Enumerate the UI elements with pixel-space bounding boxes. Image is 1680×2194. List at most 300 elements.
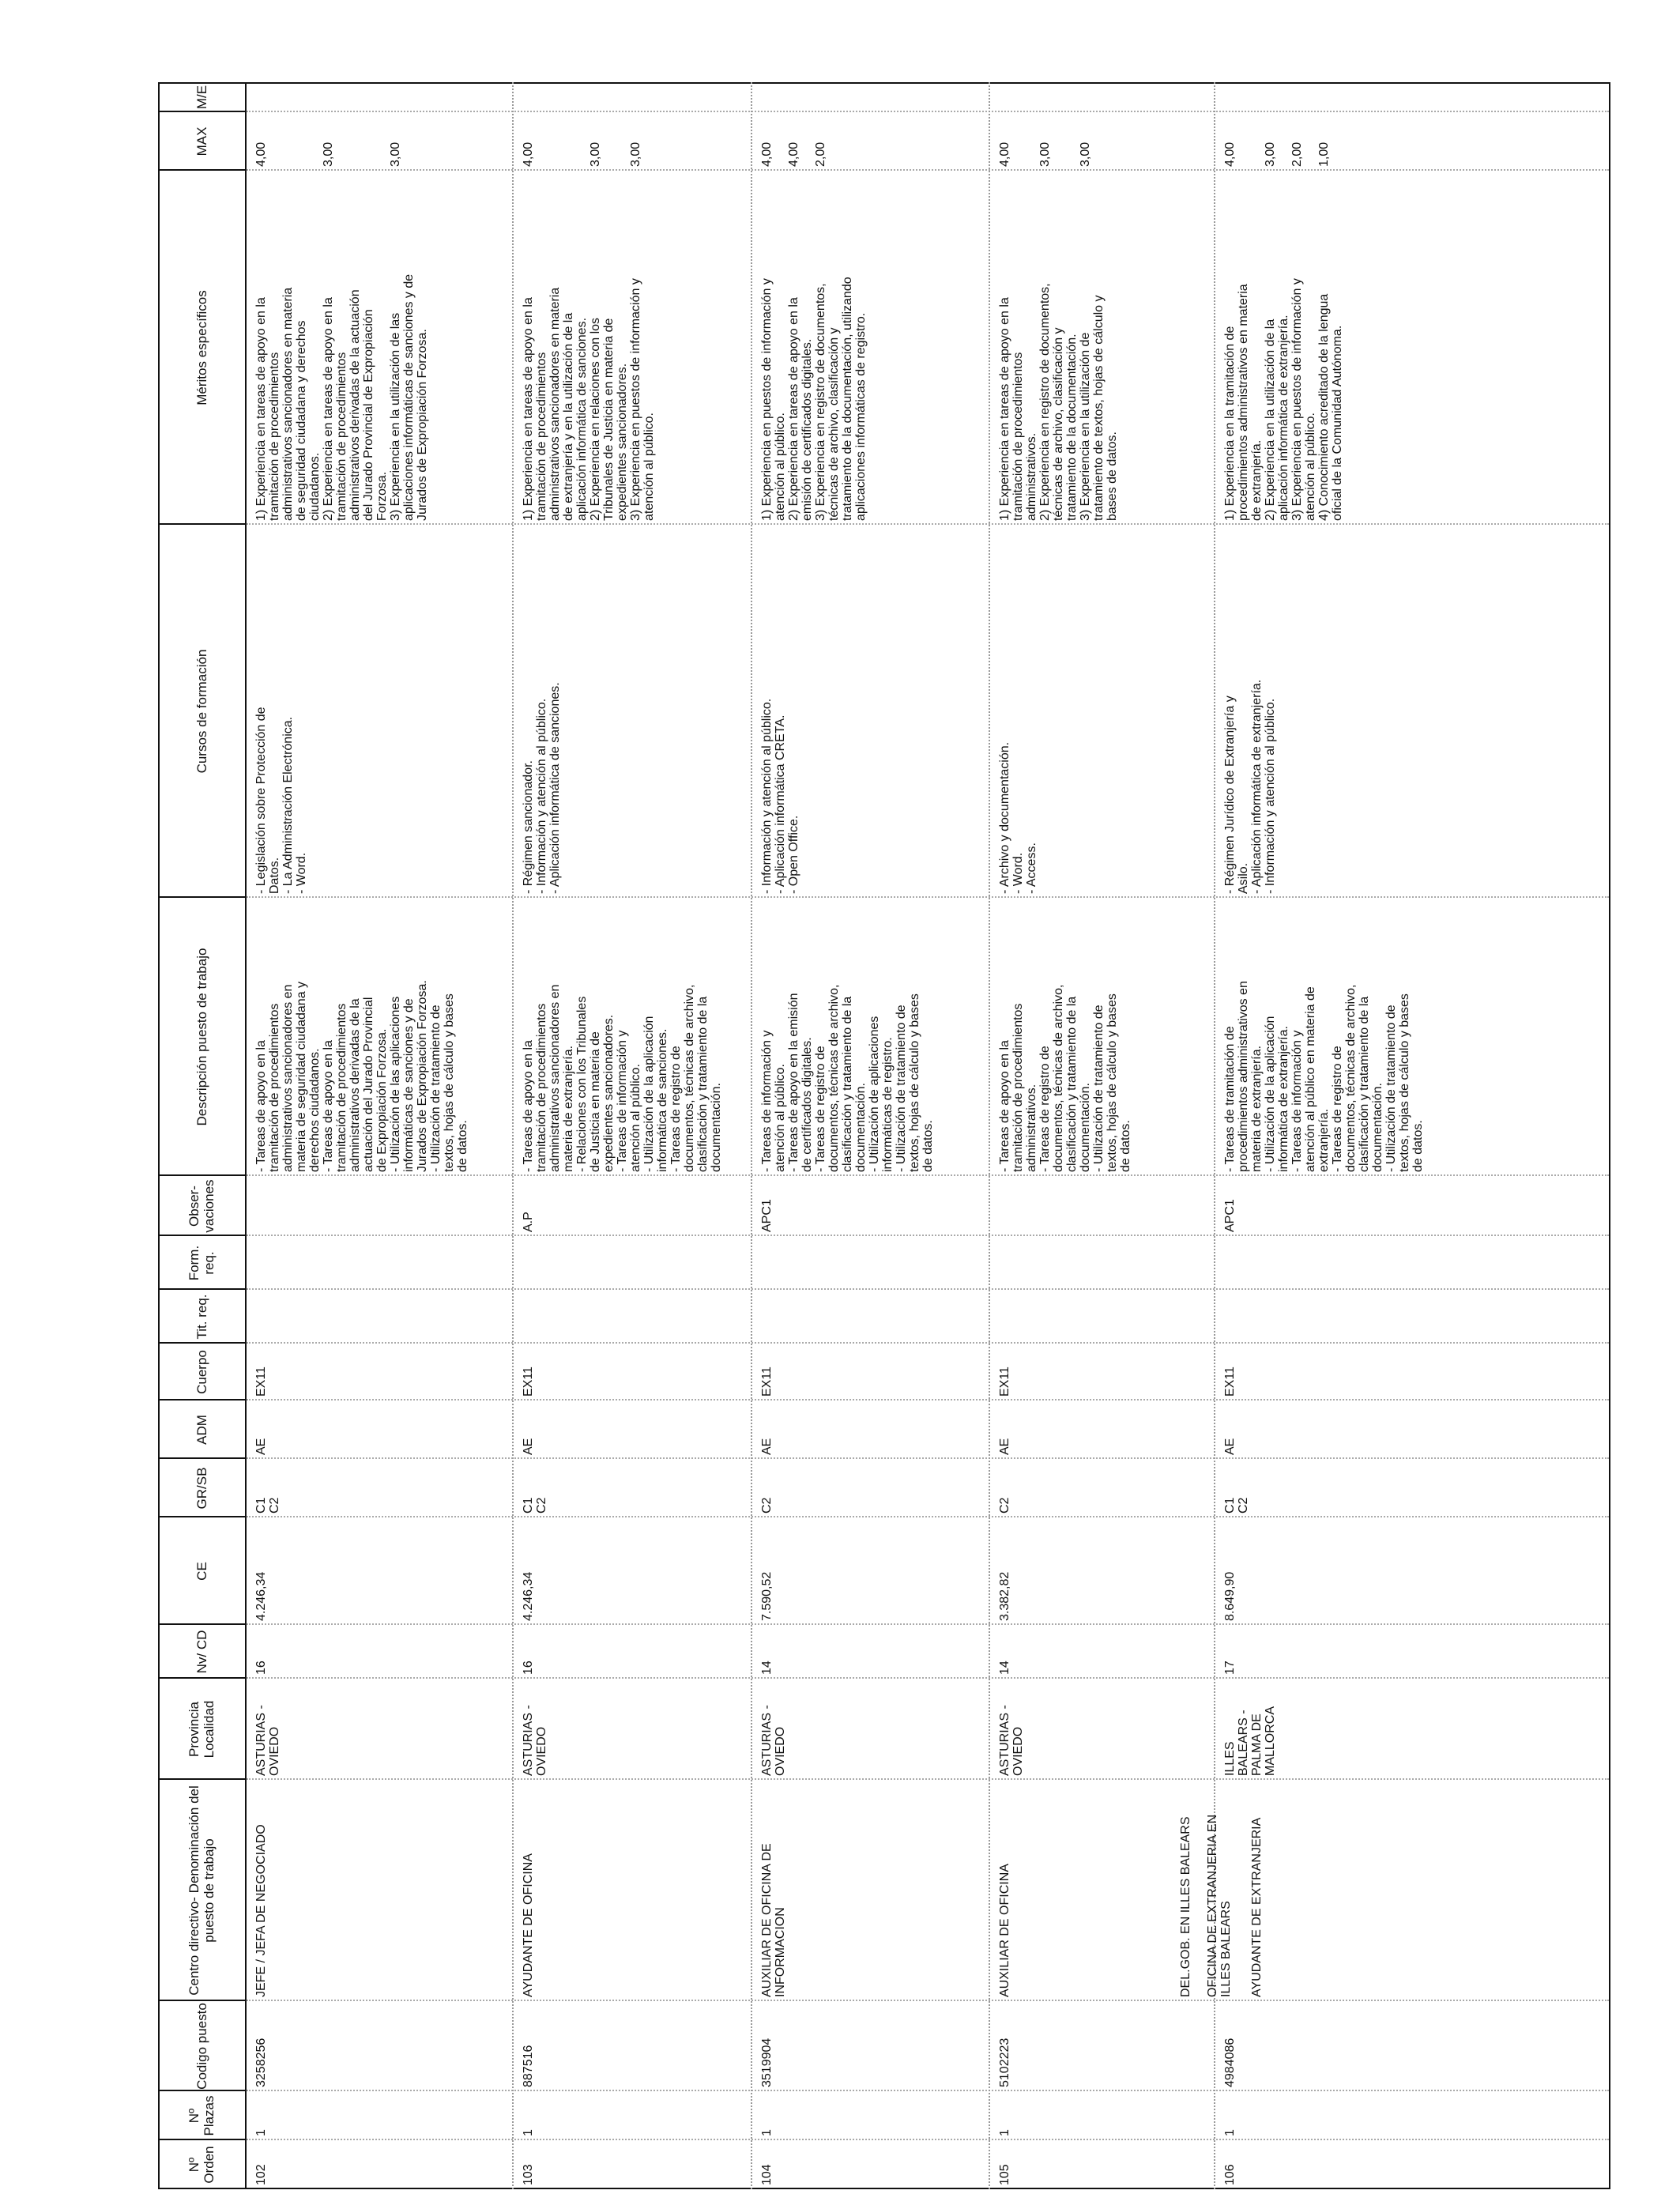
cell-line: 8.649,90 [1223, 1571, 1237, 1621]
cell-line: de Justicia en materia de [589, 1031, 602, 1172]
column-dotted-rule [247, 1677, 1609, 1679]
cell-line: técnicas de archivo, clasificación y [827, 327, 841, 521]
cell-line: ASTURIAS - [254, 1705, 268, 1776]
cell [254, 2004, 268, 2087]
header-me: M/E [194, 85, 209, 110]
cell-line: C1 [522, 1497, 535, 1514]
cell [787, 115, 800, 167]
cell-line: - Información y atención al público. [760, 698, 774, 894]
cell [760, 1403, 774, 1455]
cell-line: atención al público. [774, 413, 787, 521]
cell [522, 1782, 535, 1997]
cell-line: tratamiento de textos, hojas de cálculo y [1092, 295, 1106, 521]
cell-line: OVIEDO [535, 1726, 548, 1776]
header-meritos: Méritos específicos [194, 290, 209, 405]
cell [254, 1461, 281, 1514]
cell-line: documentos, técnicas de archivo, [1052, 984, 1065, 1172]
cell-line: aplicación informática de extranjería. [1277, 315, 1290, 521]
cell-line: 104 [760, 2164, 774, 2185]
cell-line: AYUDANTE DE OFICINA [522, 1853, 535, 1997]
directorate-line: ILLES BALEARS [1219, 1901, 1233, 1997]
cell-line: atención al público en materia de [1304, 986, 1317, 1172]
header-cursos: Cursos de formación [194, 649, 209, 774]
cell-line: aplicación informática de sanciones. [575, 317, 589, 521]
cell [998, 1461, 1011, 1514]
column-rule [158, 1516, 247, 1517]
cell-line: 4,00 [522, 141, 535, 167]
cell-line: AE [522, 1438, 535, 1455]
column-dotted-rule [247, 1342, 1609, 1344]
header-nivel: Nv/ CD [194, 1630, 209, 1674]
cell [389, 115, 402, 167]
cell-line: 1 [522, 2129, 535, 2136]
cell-line: 3258256 [254, 2038, 268, 2087]
column-dotted-rule [247, 1288, 1609, 1290]
cell-line: - Información y atención al público. [1264, 698, 1277, 894]
cell-line: materia de seguridad ciudadana y [295, 981, 308, 1172]
cell-line: Jurados de Expropiación Forzosa. [416, 980, 429, 1172]
cell-line: 4.246,34 [522, 1571, 535, 1621]
cell-line: 106 [1223, 2164, 1237, 2185]
header-bottom-border [245, 82, 247, 2189]
cell-line: 16 [522, 1661, 535, 1675]
cell [760, 1461, 774, 1514]
cell-line: JEFE / JEFA DE NEGOCIADO [254, 1824, 268, 1997]
cell [522, 1178, 535, 1232]
cell-line: - Utilización de aplicaciones [868, 1016, 881, 1172]
cell-line: - Tareas de apoyo en la [522, 1040, 535, 1172]
cell-line: textos, hojas de cálculo y bases [908, 993, 921, 1172]
cell-line: aplicaciones informáticas de sanciones y de [402, 273, 416, 521]
cell [998, 900, 1132, 1172]
cell-line: 4,00 [254, 141, 268, 167]
positions-table [158, 82, 1610, 2189]
cell-line: de extranjería y en la utilización de la [562, 312, 575, 521]
cell-line: atención al público. [1304, 413, 1317, 521]
cell [1223, 1403, 1237, 1455]
column-rule [158, 169, 247, 171]
cell-line: de Expropiación Forzosa. [375, 1028, 389, 1172]
cell [760, 2143, 774, 2185]
column-rule [158, 1457, 247, 1459]
cell-line: tramitación de procedimientos [268, 352, 281, 521]
cell-line: AYUDANTE DE EXTRANJERIA [1250, 1817, 1264, 1997]
cell-line: 16 [254, 1661, 268, 1675]
column-dotted-rule [247, 1516, 1609, 1517]
cell-line: 5102223 [998, 2038, 1011, 2087]
cell-line: administrativos derivadas de la actuación [348, 289, 362, 521]
cell-line: 3) Experiencia en registro de documentos, [814, 283, 827, 521]
cell-line: EX11 [254, 1367, 268, 1397]
column-rule [158, 1288, 247, 1290]
cell [522, 1681, 548, 1776]
cell-line: - Relaciones con los Tribunales [575, 996, 589, 1172]
cell-line: administrativos sancionadores en [281, 984, 295, 1172]
cell-line: - Tareas de información y [616, 1030, 629, 1172]
cell-line: 3.382,82 [998, 1571, 1011, 1621]
header-adm: ADM [194, 1415, 209, 1445]
cell [522, 900, 723, 1172]
cell-line: 4,00 [998, 141, 1011, 167]
cell-line: 103 [522, 2164, 535, 2185]
cell-line: 3) Experiencia en la utilización de [1079, 332, 1092, 521]
cell [998, 2143, 1011, 2185]
cell-line: documentos, técnicas de archivo, [683, 984, 696, 1172]
column-dotted-rule [247, 1457, 1609, 1459]
column-rule [158, 2090, 247, 2091]
cell [1223, 900, 1425, 1172]
cell [254, 173, 429, 521]
cell [998, 527, 1038, 894]
cell [760, 2004, 774, 2087]
cell-line: - Tareas de tramitación de [1223, 1026, 1237, 1172]
cell-line: - Tareas de registro de [669, 1046, 683, 1172]
cell [1223, 173, 1344, 521]
cell [522, 527, 562, 894]
cell-line: de seguridad ciudadana y derechos [295, 320, 308, 521]
cell [760, 900, 935, 1172]
cell-line: 4,00 [787, 141, 800, 167]
header-obs: Obser- vaciones [186, 1179, 217, 1233]
cell [254, 1403, 268, 1455]
cell [1250, 1782, 1264, 1997]
cell-line: 2) Experiencia en relaciones con los [589, 317, 602, 521]
cell-line: 2) Experiencia en tareas de apoyo en la [322, 297, 335, 521]
header-codigo: Codigo puesto [194, 2003, 209, 2090]
column-rule [158, 1174, 247, 1176]
cell-line: - Tareas de información y [760, 1030, 774, 1172]
cell [1290, 115, 1304, 167]
cell [254, 1681, 281, 1776]
cell-line: oficial de la Comunidad Autónoma. [1331, 325, 1344, 521]
cell [522, 1461, 548, 1514]
cell-line: AE [254, 1438, 268, 1455]
cell [760, 527, 800, 894]
cell-line: OVIEDO [1011, 1726, 1025, 1776]
column-rule [158, 1778, 247, 1780]
column-dotted-rule [247, 1778, 1609, 1780]
cell-line: 3,00 [1264, 141, 1277, 167]
cell [760, 1627, 774, 1675]
cell-line: OVIEDO [774, 1726, 787, 1776]
cell-line: Asilo. [1237, 862, 1250, 894]
cell-line: 17 [1223, 1661, 1237, 1675]
cell-line: 2) Experiencia en registro de documentos, [1038, 283, 1052, 521]
cell-line: de datos. [1119, 1120, 1132, 1172]
cell-line: textos, hojas de cálculo y bases [1106, 993, 1119, 1172]
cell-line: 3,00 [1038, 141, 1052, 167]
cell-line: tramitación de procedimientos [268, 1003, 281, 1172]
cell-line: de extranjería. [1250, 439, 1264, 521]
cell-line: 1 [760, 2129, 774, 2136]
header-grupo: GR/SB [194, 1467, 209, 1510]
cell [998, 1403, 1011, 1455]
cell [998, 2094, 1011, 2136]
cell-line: 3) Experiencia en puestos de información y [1290, 278, 1304, 521]
cell-line: 3,00 [589, 141, 602, 167]
cell-line: documentación. [1079, 1083, 1092, 1172]
cell-line: clasificación y tratamiento de la [841, 996, 854, 1172]
cell [1223, 2094, 1237, 2136]
cell [1223, 1178, 1237, 1232]
cell-line: - Tareas de registro de [814, 1046, 827, 1172]
row-separator [512, 82, 514, 2189]
cell [760, 1346, 774, 1397]
column-rule [158, 1399, 247, 1400]
cell-line: 1) Experiencia en puestos de información y [760, 278, 774, 521]
cell-line: - La Administración Electrónica. [281, 716, 295, 894]
cell-line: atención al público. [629, 1064, 642, 1172]
cell-line: C2 [998, 1497, 1011, 1514]
column-rule [158, 2139, 247, 2140]
cell-line: 2) Experiencia en la utilización de la [1264, 319, 1277, 521]
cell-line: procedimientos administrativos en [1237, 981, 1250, 1172]
cell-line: - Tareas de apoyo en la emisión [787, 993, 800, 1172]
cell-line: emisión de certificados digitales. [800, 338, 814, 521]
cell [760, 115, 774, 167]
cell-line: 2,00 [1290, 141, 1304, 167]
column-dotted-rule [247, 2000, 1609, 2001]
cell [1223, 1520, 1237, 1621]
cell-line: AE [1223, 1438, 1237, 1455]
cell-line: 102 [254, 2164, 268, 2185]
cell-line: Datos. [268, 857, 281, 894]
cell [1317, 115, 1331, 167]
cell-line: expedientes sancionadores. [602, 1014, 616, 1172]
cell [522, 2143, 535, 2185]
column-dotted-rule [247, 2090, 1609, 2091]
cell-line: materia de extranjería. [562, 1045, 575, 1172]
cell [522, 2094, 535, 2136]
cell-line: 7.590,52 [760, 1571, 774, 1621]
cell-line: tramitación de procedimientos [535, 352, 548, 521]
cell [1223, 1627, 1237, 1675]
cell-line: APC1 [1223, 1199, 1237, 1232]
cell-line: - Utilización de la aplicación [642, 1016, 656, 1172]
cell [998, 2004, 1011, 2087]
header-ce: CE [194, 1562, 209, 1581]
cell-line: - Régimen sancionador. [522, 760, 535, 894]
cell-line: 4.246,34 [254, 1571, 268, 1621]
cell [998, 1627, 1011, 1675]
cell-line: - Aplicación informática de extranjería. [1250, 679, 1264, 894]
column-dotted-rule [247, 1174, 1609, 1176]
cell-line: tramitación de procedimientos [1011, 1003, 1025, 1172]
column-rule [158, 82, 1610, 84]
cell-line: administrativos sancionadores en materia [548, 287, 562, 521]
cell [254, 527, 308, 894]
cell [1223, 1461, 1250, 1514]
cell-line: textos, hojas de cálculo y bases [1398, 993, 1411, 1172]
cell [1264, 115, 1277, 167]
header-tit: Tit. req. [194, 1294, 209, 1340]
cell [998, 1681, 1025, 1776]
cell-line: documentación. [1371, 1083, 1384, 1172]
cell-line: del Jurado Provincial de Expropiación [362, 309, 375, 521]
header-centro: Centro directivo- Denominación del puesto de trabajo [186, 1785, 217, 1996]
cell-line: ASTURIAS - [998, 1705, 1011, 1776]
cell-line: actuación del Jurado Provincial [362, 997, 375, 1172]
cell [1079, 115, 1092, 167]
cell-line: 3,00 [322, 141, 335, 167]
cell [522, 2004, 535, 2087]
cell-line: EX11 [760, 1367, 774, 1397]
cell-line: PALMA DE [1250, 1713, 1264, 1776]
cell [522, 115, 535, 167]
cell-line: tratamiento de la documentación. [1065, 334, 1079, 521]
cell [998, 1782, 1011, 1997]
cell-line: 4,00 [1223, 141, 1237, 167]
cell-line: documentación. [710, 1083, 723, 1172]
column-rule [158, 1677, 247, 1679]
cell-line: - Tareas de apoyo en la [322, 1040, 335, 1172]
cell [760, 1681, 787, 1776]
cell-line: de datos. [921, 1120, 935, 1172]
cell-line: C1 [1223, 1497, 1237, 1514]
cell-line: EX11 [1223, 1367, 1237, 1397]
column-rule [158, 2188, 1610, 2189]
cell-line: materia de extranjería. [1250, 1045, 1264, 1172]
cell-line: - Aplicación informática de sanciones. [548, 682, 562, 894]
table-bottom-border [1609, 82, 1610, 2189]
cell-line: 3519904 [760, 2038, 774, 2087]
table-top-border [158, 82, 160, 2189]
column-rule [158, 523, 247, 525]
cell-line: tramitación de procedimientos [335, 352, 348, 521]
cell-line: - Legislación sobre Protección de [254, 707, 268, 894]
column-dotted-rule [247, 1623, 1609, 1625]
cell-line: - Tareas de registro de [1331, 1046, 1344, 1172]
cell-line: expedientes sancionadores. [616, 363, 629, 521]
cell [1223, 2143, 1237, 2185]
cell-line: ASTURIAS - [522, 1705, 535, 1776]
cell [760, 1782, 787, 1997]
cell [760, 1178, 774, 1232]
header-orden: Nº Orden [186, 2146, 217, 2184]
column-rule [158, 896, 247, 898]
cell-line: clasificación y tratamiento de la [1358, 996, 1371, 1172]
cell-line: - Tareas de apoyo en la [254, 1040, 268, 1172]
cell-line: 105 [998, 2164, 1011, 2185]
cell [254, 1346, 268, 1397]
cell-line: ASTURIAS - [760, 1705, 774, 1776]
cell [998, 1520, 1011, 1621]
cell-line: - Word. [1011, 852, 1025, 894]
cell [589, 115, 602, 167]
cell-line: - Utilización de tratamiento de [895, 1005, 908, 1172]
header-provincia: Provincia Localidad [186, 1700, 217, 1759]
cell-line: ciudadanos. [308, 452, 322, 521]
cell-line: - Utilización de tratamiento de [429, 1005, 443, 1172]
cell-line: - Información y atención al público. [535, 698, 548, 894]
column-rule [158, 2000, 247, 2001]
cell-line: AE [760, 1438, 774, 1455]
header-cuerpo: Cuerpo [194, 1350, 209, 1394]
cell-line: - Tareas de apoyo en la [998, 1040, 1011, 1172]
cell-line: de datos. [456, 1120, 469, 1172]
cell-line: informáticas de sanciones y de [402, 998, 416, 1172]
cell-line: administrativos sancionadores en [548, 984, 562, 1172]
cell-line: EX11 [998, 1367, 1011, 1397]
cell-line: administrativos. [1025, 432, 1038, 521]
cell [760, 1520, 774, 1621]
cell [254, 2094, 268, 2136]
cell-line: AUXILIAR DE OFICINA DE [760, 1843, 774, 1997]
cell [1038, 115, 1052, 167]
cell-line: Tribunales de Justicia en materia de [602, 318, 616, 521]
cell-line: técnicas de archivo, clasificación y [1052, 327, 1065, 521]
column-dotted-rule [247, 523, 1609, 525]
cell-line: textos, hojas de cálculo y bases [443, 993, 456, 1172]
cell-line: 4984086 [1223, 2038, 1237, 2087]
cell-line: tramitación de procedimientos [535, 1003, 548, 1172]
cell-line: 4) Conocimiento acreditado de la lengua [1317, 293, 1331, 521]
cell-line: documentación. [854, 1083, 868, 1172]
cell-line: - Régimen Jurídico de Extranjería y [1223, 696, 1237, 894]
cell-line: - Utilización de la aplicación [1264, 1016, 1277, 1172]
cell [522, 173, 656, 521]
cell [814, 115, 827, 167]
cell-line: - Utilización de las aplicaciones [389, 996, 402, 1172]
cell-line: procedimientos administrativos en materia [1237, 284, 1250, 521]
cell [254, 115, 268, 167]
cell-line: administrativos. [1025, 1084, 1038, 1172]
cell-line: AUXILIAR DE OFICINA [998, 1864, 1011, 1997]
cell-line: OVIEDO [268, 1726, 281, 1776]
column-rule [158, 1235, 247, 1236]
cell [254, 1782, 268, 1997]
cell-line: 3,00 [629, 141, 642, 167]
cell [760, 2094, 774, 2136]
cell-line: EX11 [522, 1367, 535, 1397]
cell-line: 1,00 [1317, 141, 1331, 167]
cell-line: 1) Experiencia en tareas de apoyo en la [998, 297, 1011, 521]
column-rule [158, 111, 247, 112]
cell-line: C2 [760, 1497, 774, 1514]
cell-line: C2 [535, 1497, 548, 1514]
column-dotted-rule [247, 111, 1609, 112]
cell [322, 115, 335, 167]
cell-line: de certificados digitales. [800, 1037, 814, 1172]
cell-line: 2,00 [814, 141, 827, 167]
cell-line: informática de sanciones. [656, 1028, 669, 1172]
cell [1223, 527, 1277, 894]
cell [254, 1520, 268, 1621]
cell [522, 1520, 535, 1621]
cell-line: ILLES [1223, 1741, 1237, 1776]
cell-line: 1) Experiencia en tareas de apoyo en la [522, 297, 535, 521]
cell-line: de datos. [1411, 1120, 1425, 1172]
cell-line: atención al público. [774, 1064, 787, 1172]
cell-line: - Utilización de tratamiento de [1092, 1005, 1106, 1172]
cell-line: C1 [254, 1497, 268, 1514]
cell [254, 1627, 268, 1675]
cell-line: administrativos sancionadores en materia [281, 287, 295, 521]
column-dotted-rule [247, 169, 1609, 171]
cell-line: 3,00 [389, 141, 402, 167]
cell-line: tramitación de procedimientos [1011, 352, 1025, 521]
cell-line: MALLORCA [1264, 1706, 1277, 1776]
row-separator [751, 82, 752, 2189]
row-separator [989, 82, 990, 2189]
cell-line: Forzosa. [375, 471, 389, 521]
cell [1223, 2004, 1237, 2087]
cell-line: administrativos derivadas de la [348, 998, 362, 1172]
cell [998, 1346, 1011, 1397]
cell-line: INFORMACION [774, 1907, 787, 1997]
cell-line: - Aplicación informática CRETA. [774, 714, 787, 894]
cell-line: 3) Experiencia en la utilización de las [389, 312, 402, 521]
